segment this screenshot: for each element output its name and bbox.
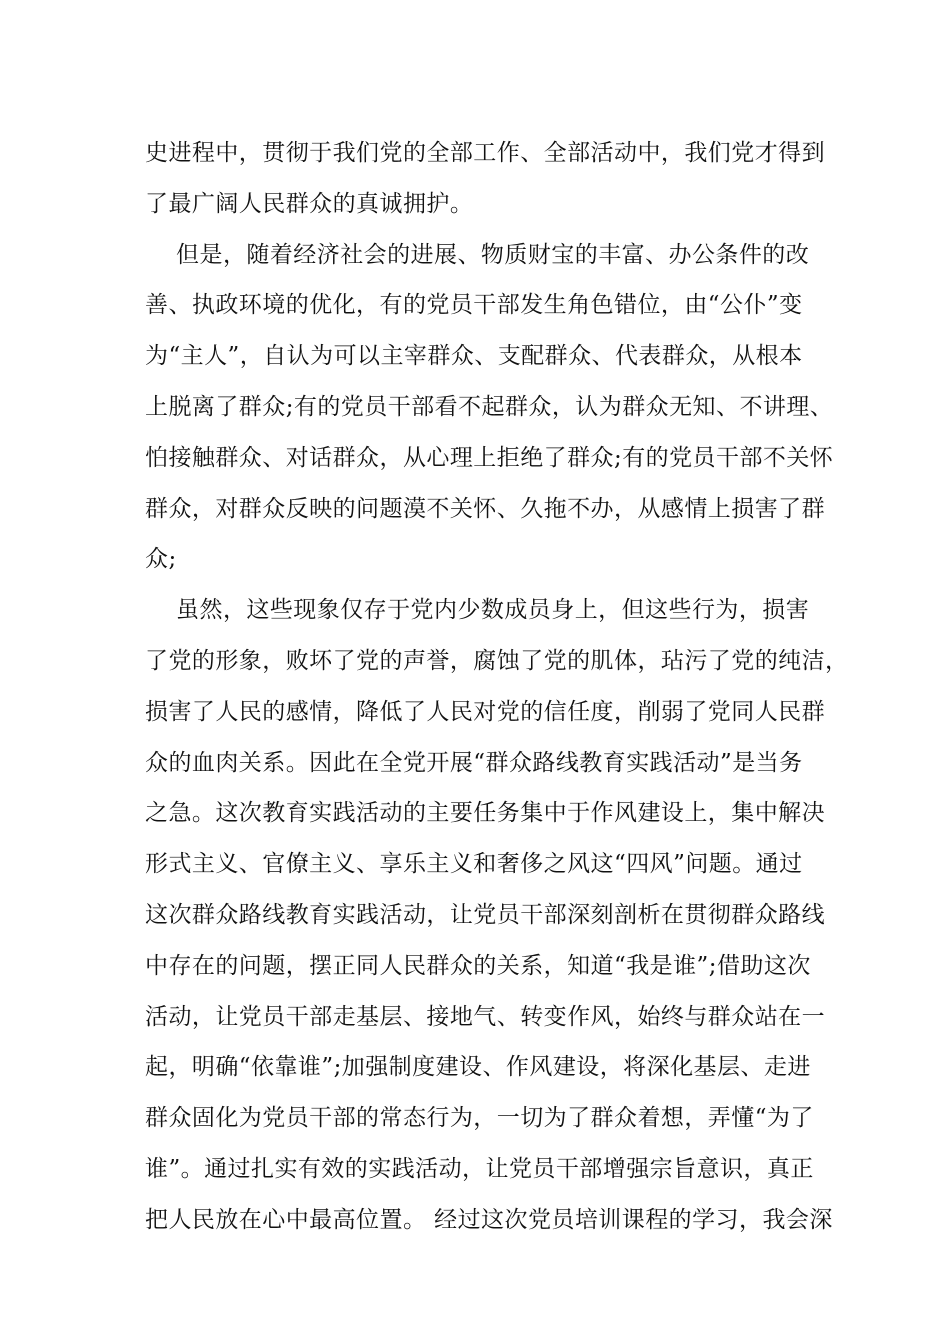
text-line: 把人民放在心中最高位置。 经过这次党员培训课程的学习，我会深 (145, 1206, 833, 1233)
text-line: 谁”。通过扎实有效的实践活动，让党员干部增强宗旨意识，真正 (145, 1155, 814, 1182)
text-line: 史进程中，贯彻于我们党的全部工作、全部活动中，我们党才得到 (145, 140, 826, 166)
text-line: 群众，对群众反映的问题漠不关怀、久拖不办，从感情上损害了群 (145, 495, 826, 522)
text-line: 但是，随着经济社会的进展、物质财宝的丰富、办公条件的改 (145, 241, 810, 268)
text-line: 为“主人”，自认为可以主宰群众、支配群众、代表群众，从根本 (145, 343, 803, 370)
text-line: 众的血肉关系。因此在全党开展“群众路线教育实践活动”是当务 (145, 749, 803, 776)
text-line: 了党的形象，败坏了党的声誉，腐蚀了党的肌体，玷污了党的纯洁， (145, 647, 849, 674)
text-line: 活动，让党员干部走基层、接地气、转变作风，始终与群众站在一 (145, 1003, 826, 1030)
text-line: 群众固化为党员干部的常态行为，一切为了群众着想，弄懂“为了 (145, 1105, 814, 1132)
document-body (145, 128, 849, 1246)
text-line: 怕接触群众、对话群众，从心理上拒绝了群众;有的党员干部不关怀 (145, 444, 834, 471)
text-line: 损害了人民的感情，降低了人民对党的信任度，削弱了党同人民群 (145, 698, 826, 725)
text-line: 虽然，这些现象仅存于党内少数成员身上，但这些行为，损害 (145, 597, 810, 624)
text-line: 这次群众路线教育实践活动，让党员干部深刻剖析在贯彻群众路线 (145, 901, 826, 928)
text-line: 众; (145, 546, 177, 573)
text-line: 形式主义、官僚主义、享乐主义和奢侈之风这“四风”问题。通过 (145, 851, 803, 878)
text-line: 善、执政环境的优化，有的党员干部发生角色错位，由“公仆”变 (145, 292, 803, 319)
text-line: 之急。这次教育实践活动的主要任务集中于作风建设上，集中解决 (145, 800, 826, 827)
text-line: 中存在的问题，摆正同人民群众的关系，知道“我是谁”;借助这次 (145, 952, 811, 979)
text-line: 了最广阔人民群众的真诚拥护。 (145, 190, 474, 217)
text-line: 上脱离了群众;有的党员干部看不起群众，认为群众无知、不讲理、 (145, 393, 834, 420)
text-line: 起，明确“依靠谁”;加强制度建设、作风建设，将深化基层、走进 (145, 1054, 811, 1081)
